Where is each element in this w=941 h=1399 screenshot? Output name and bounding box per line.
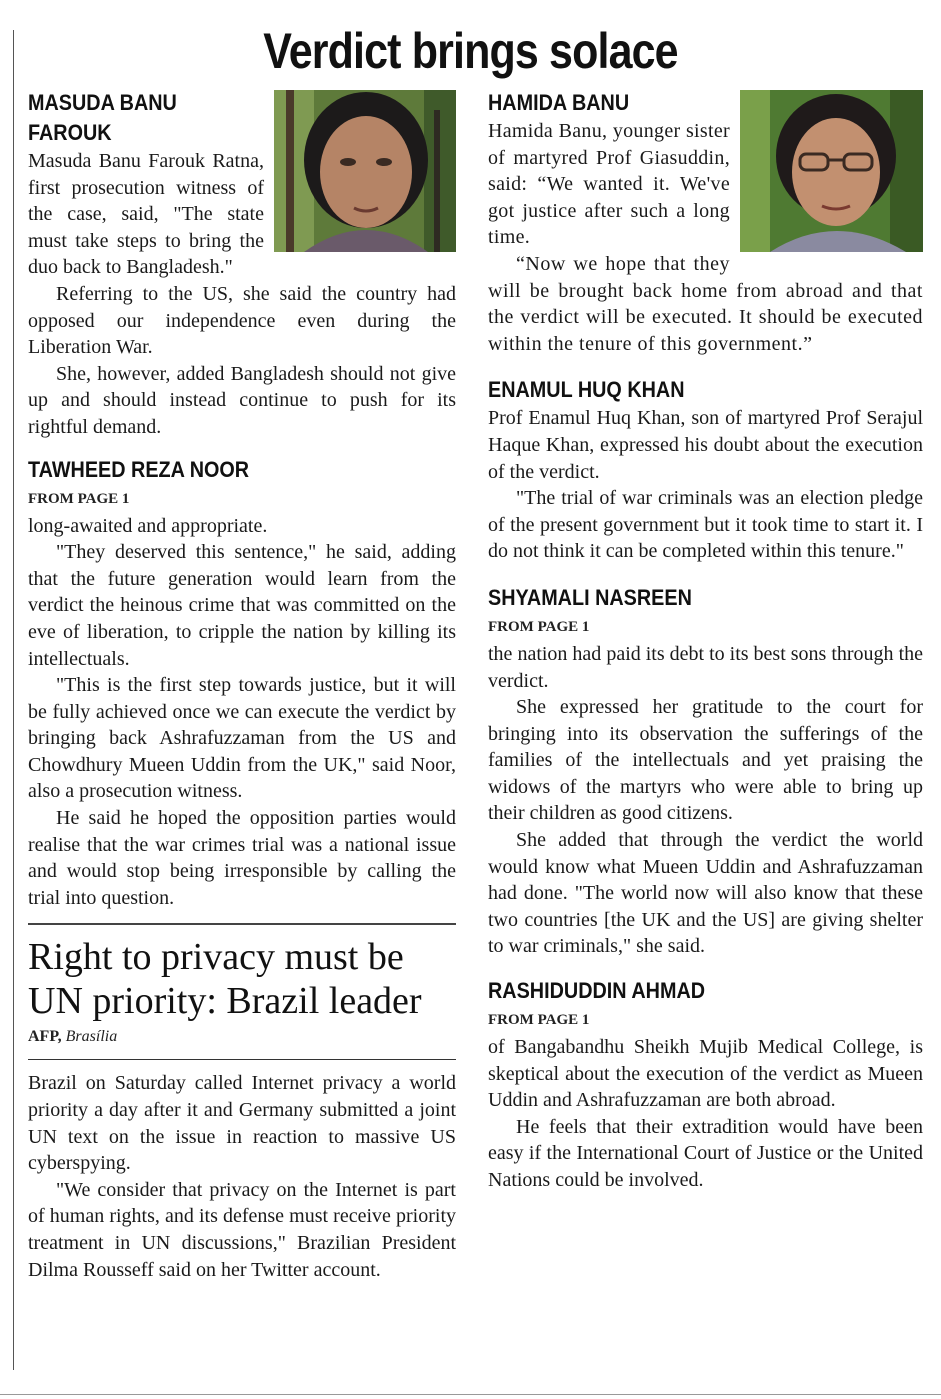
byline-agency: AFP, [28,1028,62,1046]
masuda-paragraph-3: She, however, added Bangladesh should not give up and should instead continue to push for its rightful demand. [28,362,456,438]
masuda-paragraph-2: Referring to the US, she said the country had opposed our independence even during the Liberation War. [28,282,456,359]
story-divider [28,923,456,925]
left-column [28,88,456,1283]
brazil-headline-line2: UN priority: Brazil leader [28,980,422,1023]
masuda-paragraph-1: Masuda Banu Farouk Ratna, first prosecution witness of the case, said, "The state must take steps to bring the duo back to Bangladesh." [28,150,264,279]
tawheed-paragraph-1: long-awaited and appropriate. [28,514,268,537]
enamul-section [488,375,923,565]
tawheed-paragraph-4: He said he hoped the opposition parties would realise that the war crimes trial was a national issue and would stop being irresponsible by calling the trial into question. [28,807,456,909]
hamida-name: HAMIDA BANU [488,90,630,115]
tawheed-section [28,455,456,912]
rashiduddin-name: RASHIDUDDIN AHMAD [488,978,706,1004]
hamida-section [488,88,923,357]
shyamali-from-page: FROM PAGE 1 [488,618,590,635]
rashiduddin-from-page: FROM PAGE 1 [488,1012,590,1029]
shyamali-name: SHYAMALI NASREEN [488,584,692,610]
shyamali-paragraph-1: the nation had paid its debt to its best sons through the verdict. [488,642,923,692]
enamul-paragraph-2: "The trial of war criminals was an election pledge of the present government but it took time to start it. I do not think it can be completed within this tenure." [488,487,923,563]
enamul-name: ENAMUL HUQ KHAN [488,377,685,403]
brazil-story [28,935,456,1283]
page-gutter-line [13,30,14,1370]
tawheed-name: TAWHEED REZA NOOR [28,456,250,482]
right-column [488,88,923,1194]
byline-divider [28,1059,456,1060]
masuda-name-line2: FAROUK [28,120,112,145]
shyamali-paragraph-3: She added that through the verdict the world would know what Mueen Uddin and Ashrafuzzaman had done. "The world now will also know that these two countries [the UK and the US] are giving shelter to war criminals," she said. [488,829,923,958]
tawheed-paragraph-2: "They deserved this sentence," he said, adding that the future generation would learn from the verdict the heinous crime that was committed on the eve of liberation, to cripple the nation by killing its intellectuals. [28,541,456,670]
rashiduddin-paragraph-2: He feels that their extradition would have been easy if the International Court of Justice or the United Nations could be involved. [488,1115,923,1191]
brazil-byline [28,1023,456,1051]
page-headline: Verdict brings solace [263,23,678,79]
enamul-paragraph-1: Prof Enamul Huq Khan, son of martyred Prof Serajul Haque Khan, expressed his doubt about the execution of the verdict. [488,407,923,483]
brazil-paragraph-1: Brazil on Saturday called Internet privacy a world priority a day after it and Germany submitted a joint UN text on the issue in reaction to massive US cyberspying. [28,1072,456,1175]
brazil-headline-line1: Right to privacy must be [28,936,404,979]
shyamali-section [488,583,923,960]
tawheed-from-page: FROM PAGE 1 [28,490,130,507]
tawheed-paragraph-3: "This is the first step towards justice, but it will be fully achieved once we can execute the verdict by bringing back Ashrafuzzaman from the US and Chowdhury Mueen Uddin from the UK," said Noor, also a prosecution witness. [28,674,456,803]
brazil-paragraph-2: "We consider that privacy on the Internet is part of human rights, and its defense must receive priority treatment in UN discussions," Brazilian President Dilma Rousseff said on her Twitter account. [28,1178,456,1281]
masuda-section [28,88,456,441]
rashiduddin-paragraph-1: of Bangabandhu Sheikh Mujib Medical College, is skeptical about the execution of the verdict as Mueen Uddin and Ashrafuzzaman are both abroad. [488,1036,923,1112]
masuda-name-line1: MASUDA BANU [28,90,177,115]
byline-place: Brasília [65,1028,118,1046]
rashiduddin-section [488,976,923,1194]
hamida-paragraph-1: Hamida Banu, younger sister of martyred Prof Giasuddin, said: “We wanted it. We've got justice after such a long time. [488,120,730,249]
shyamali-paragraph-2: She expressed her gratitude to the court for bringing into its observation the sufferings of the families of the intellectuals and yet praising the widows of the martyrs who were able to bring up their children as good citizens. [488,696,923,825]
hamida-paragraph-2: “Now we hope that they will be brought back home from abroad and that the verdict will be executed. It should be executed within the tenure of this government.” [488,252,923,355]
page-bottom-rule [0,1394,941,1395]
